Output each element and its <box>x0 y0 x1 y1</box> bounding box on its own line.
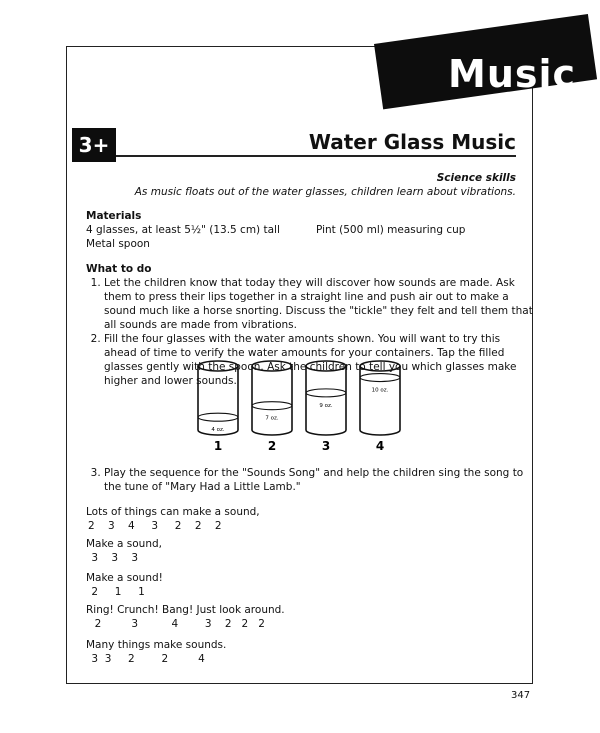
song-line: Ring! Crunch! Bang! Just look around. <box>86 604 285 616</box>
water-amount-label: 10 oz. <box>371 387 389 394</box>
step-item: 1. Let the children know that today they will discover how sounds are made. Ask them to press their lips together in a straight line and push air out to make a sound much like a horse snorting. Discuss the "tickle" they felt and tell them that all sounds are made from vibrations. <box>104 276 534 332</box>
skills-label: Science skills <box>436 172 516 184</box>
glass-rim <box>360 361 400 371</box>
glass-number: 4 <box>375 439 385 453</box>
water-glass <box>252 361 292 453</box>
material-item: Pint (500 ml) measuring cup <box>316 224 466 236</box>
song-verse <box>86 638 226 666</box>
water-amount-label: 4 oz. <box>211 427 225 434</box>
steps-list-continued <box>86 466 534 494</box>
glass-base <box>360 430 400 435</box>
water-glasses-illustration <box>180 360 420 455</box>
skills-text: As music floats out of the water glasses, children learn about vibrations. <box>134 186 516 198</box>
water-amount-label: 7 oz. <box>265 415 279 422</box>
glass-number: 3 <box>321 439 331 453</box>
activity-title: Water Glass Music <box>308 130 516 154</box>
what-to-do-heading: What to do <box>86 263 152 275</box>
glass-rim <box>252 361 292 371</box>
glass-number: 2 <box>267 439 277 453</box>
age-badge: 3+ <box>72 128 116 162</box>
step-item: 2. Fill the four glasses with the water amounts shown. You will want to try this ahead of time to verify the water amounts for your containers. Tap the filled glasses gently with the spoon. Ask the children to tell you which glasses make higher and lower sounds. <box>104 332 534 388</box>
song-line: Make a sound, <box>86 538 162 550</box>
song-notes: 3 3 2 2 4 <box>88 653 205 665</box>
water-glass <box>198 361 238 453</box>
title-divider <box>116 155 516 157</box>
song-verse <box>86 571 163 599</box>
song-line: Make a sound! <box>86 572 163 584</box>
water-level <box>360 374 400 382</box>
glass-base <box>306 430 346 435</box>
glass-rim <box>198 361 238 371</box>
song-line: Lots of things can make a sound, <box>86 506 260 518</box>
material-item: Metal spoon <box>86 238 150 250</box>
song-verse <box>86 603 285 631</box>
water-glass <box>306 361 346 453</box>
water-level <box>306 389 346 397</box>
section-title: Music <box>448 52 577 96</box>
water-amount-label: 9 oz. <box>319 402 333 409</box>
water-level <box>252 402 292 410</box>
water-level <box>198 413 238 421</box>
glass-number: 1 <box>213 439 223 453</box>
song-line: Many things make sounds. <box>86 639 227 651</box>
glass-base <box>252 430 292 435</box>
song-notes: 2 1 1 <box>88 586 145 598</box>
song-notes: 3 3 3 <box>88 552 139 564</box>
step-item: 3. Play the sequence for the "Sounds Song" and help the children sing the song to the tune of "Mary Had a Little Lamb." <box>104 466 534 494</box>
water-glass <box>360 361 400 453</box>
song-notes: 2 3 4 3 2 2 2 <box>88 618 265 630</box>
song-notes: 2 3 4 3 2 2 2 <box>88 520 222 532</box>
song-verse <box>86 537 162 565</box>
song-verse <box>86 505 260 533</box>
materials-heading: Materials <box>86 210 142 222</box>
material-item: 4 glasses, at least 5½" (13.5 cm) tall <box>86 224 280 236</box>
page-number: 347 <box>511 690 531 701</box>
glass-rim <box>306 361 346 371</box>
